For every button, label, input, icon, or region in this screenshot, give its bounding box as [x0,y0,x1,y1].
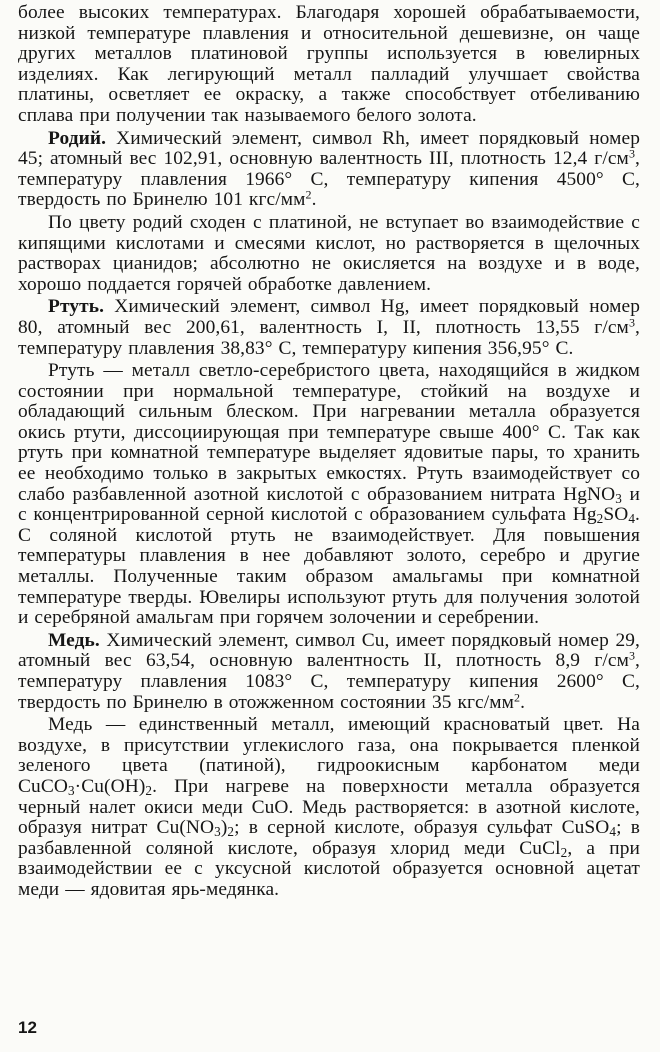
paragraph-palladium-end: более высоких температурах. Благодаря хорошей обрабатываемости, низкой температуре плавления и относительной дешевизне, он чаще других металлов платиновой группы используется в ювелирных изделиях. Как легирующий металл палладий улучшает свойства платины, осветляет ее окраску, а также способствует отбеливанию сплава при получении так называемого белого золота. [18,2,640,126]
text-span: , а при взаимодействии ее с уксусной кислотой образуется основной ацетат меди — ядовитая ярь-медянка. [18,837,640,900]
term-mercury: Ртуть. [48,296,105,318]
paragraph-copper [18,631,640,713]
text-span: Медь — единственный металл, имеющий красноватый цвет. На воздухе, в присутствии углекислого газа, она покрывается пленкой зеленого цвета (патиной), гидроокисным карбонатом меди CuCO [18,714,640,797]
subscript: 4 [609,824,617,840]
text-span: ; в разбавленной соляной кислоте, образуя хлорид меди CuCl [18,817,640,859]
page-text [18,3,640,901]
subscript: 2 [596,511,604,527]
page-number: 12 [18,1018,37,1037]
text-span: Ртуть — металл светло-серебристого цвета, находящийся в жидком состоянии при нормальной температуре, стойкий на воздухе и обладающий сильным блеском. При нагревании металла образуется окись ртути, диссоциирующая при температуре свыше 400° С. Так как ртуть при комнатной температуре выделяет ядовитые пары, то хранить ее необходимо только в закрытых емкостях. Ртуть взаимодействует со слабо разбавленной азотной кислотой с образованием нитрата HgNO [18,360,640,505]
superscript: 3 [628,146,636,161]
paragraph-copper-description [18,715,640,900]
superscript: 3 [628,648,636,663]
text-span: ; в серной кислоте, образуя сульфат CuSO [234,817,610,839]
text-span: . [311,189,317,211]
paragraph-mercury-description [18,361,640,629]
subscript: 2 [227,824,235,840]
subscript: 2 [145,782,153,798]
text-span: ·Cu(OH) [74,775,146,797]
subscript: 4 [628,511,636,527]
term-copper: Медь. [48,629,100,651]
text-span: Химический элемент, символ Cu, имеет порядковый номер 29, атомный вес 63,54, основную валентность II, плотность 8,9 г/см [18,629,640,672]
subscript: 3 [67,782,75,798]
superscript: 3 [628,315,636,330]
text-span: SO [603,504,629,526]
text-span: , температуру плавления 1966° С, температуру кипения 4500° С, твердость по Бринелю 101 кгс/мм [18,148,640,211]
paragraph-mercury [18,297,640,359]
text-span: ) [220,817,228,839]
text-span: . При нагреве на поверхности металла образуется черный налет окиси меди CuO. Медь растворяется: в азотной кислоте, образуя нитрат Cu(NO [18,775,640,839]
text-span: . С соляной кислотой ртуть не взаимодействует. Для повышения температуры плавления в нее добавляют золото, серебро и другие металлы. Полученные таким образом амальгамы при комнатной температуре тверды. Ювелиры используют ртуть для получения золотой и серебряной амальгам при горячем золочении и серебрении. [18,504,640,629]
term-rhodium: Родий. [48,127,107,149]
subscript: 2 [560,844,568,860]
paragraph-rhodium [18,129,640,211]
superscript: 2 [305,187,312,202]
paragraph-rhodium-description: По цвету родий сходен с платиной, не вступает во взаимодействие с кипящими кислотами и смесями кислот, но растворяется в щелочных растворах цианидов; абсолютно не окисляется на воздухе и в воде, хорошо поддается горячей обработке давлением. [18,211,640,295]
text-span: Химический элемент, символ Rh, имеет порядковый номер 45; атомный вес 102,91, основную валентность III, плотность 12,4 г/см [18,127,640,170]
subscript: 3 [615,490,622,506]
subscript: 3 [214,824,221,840]
text-span: , температуру плавления 1083° С, температуру кипения 2600° С, твердость по Бринелю в отожженном состоянии 35 кгс/мм [18,650,640,713]
text-span: Химический элемент, символ Hg, имеет порядковый номер 80, атомный вес 200,61, валентность I, II, плотность 13,55 г/см [18,296,640,338]
text-span: , температуру плавления 38,83° С, температуру кипения 356,95° С. [18,316,640,359]
text-span: и с концентрированной серной кислотой с образованием сульфата Hg [18,483,640,526]
superscript: 2 [514,689,521,704]
text-span: . [520,691,526,713]
